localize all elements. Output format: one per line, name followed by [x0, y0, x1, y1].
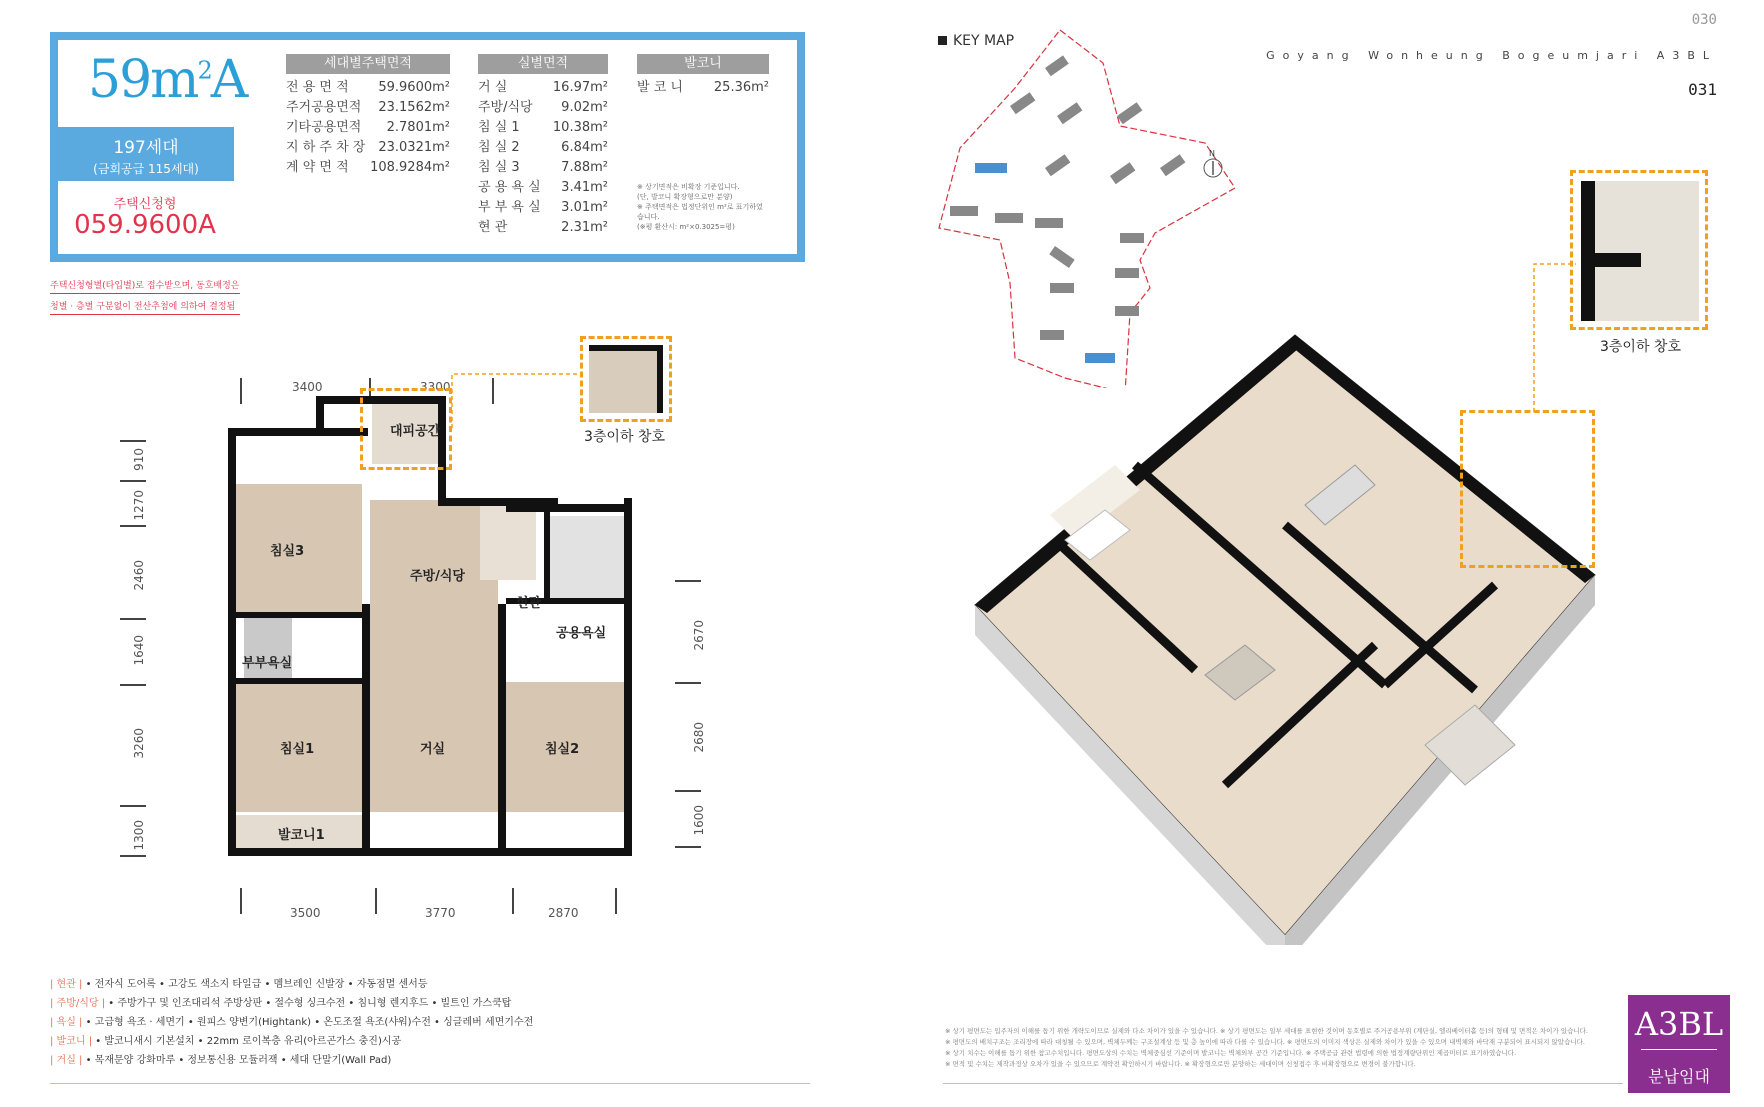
- disclaimer-notes: ※ 상기 평면도는 입주자의 이해를 돕기 위한 개략도이므로 실제와 다소 차이가 있을 수 있습니다. ※ 상기 평면도는 일부 세대를 표현한 것이며 동호별로 주거공용부위 (계단실, 엘리베이터홀 등)의 형태 및 면적은 차이가 있습니다. ※ 평면도의 배치구조는 조리장에 따라 대칭될 수 있으며, 벽체두께는 구조설계상 등 및 층 높이에 따라 다를 수 있습니다. ※ 평면도의 이미지 색상은 실제와 차이가 있을 수 있으며 내벽체와 바닥재 구분되어 표시되지 않았습니다. ※ 상기 치수는 이해를 돕기 위한 참고수치입니다. 평면도상의 수치는 벽체중심선 기준이며 발코니는 벽체외부 공간 기준입니다. ※ 주택공급 관련 법령에 의한 법정계량단위인 제곱미터로 표기하였습니다. ※ 면적 및 수치는 제작과정상 오차가 있을 수 있으므로 계약전 확인하시기 바랍니다. ※ 확장형으로만 분양하는 세대이며 신청접수 후 비확장형으로 변경이 불가합니다.: [945, 1027, 1588, 1068]
- label-bedroom3: 침실3: [270, 544, 305, 559]
- spec-balcony: | 발코니 | • 발코니새시 기본설치 • 22mm 로이복층 유리(아르곤가스 충진)시공: [50, 1036, 402, 1047]
- label-evacuation: 대피공간: [390, 424, 441, 439]
- households-badge: [58, 127, 234, 181]
- unit-area-label: 지 하 주 차 장: [286, 140, 366, 155]
- window-callout-detail-3d: [1570, 170, 1708, 330]
- block-badge: [1628, 995, 1730, 1093]
- dim-left-2: 1270: [132, 490, 146, 521]
- dim-right-1: 2670: [692, 620, 706, 651]
- room-area-row: [478, 78, 608, 98]
- dim-left-6: 1300: [132, 820, 146, 851]
- north-indicator: N: [1209, 149, 1215, 158]
- room-area-label: 현 관: [478, 220, 508, 235]
- dim-left-3: 2460: [132, 560, 146, 591]
- dim-bottom-2: 3770: [425, 906, 456, 920]
- dim-left-1: 910: [132, 448, 146, 471]
- label-entrance: 현관: [516, 596, 542, 611]
- room-area-value: 9.02m²: [561, 100, 608, 115]
- supply-type: 분납임대: [1648, 1067, 1710, 1086]
- spec-entrance: | 현관 | • 전자식 도어록 • 고강도 색소지 타일급 • 멤브레인 신발장 • 자동점멸 센서등: [50, 979, 428, 990]
- document-header-title: Goyang Wonheung Bogeumjari A3BL: [1266, 49, 1717, 62]
- block-code: A3BL: [1634, 1005, 1724, 1043]
- room-common-bath: [550, 516, 624, 598]
- page-number-left: 030: [1691, 12, 1717, 28]
- balcony-area-header: 발코니: [637, 54, 769, 74]
- label-balcony1: 발코니1: [278, 828, 325, 843]
- balcony-area-row: [637, 78, 769, 98]
- room-area-row: [478, 158, 608, 178]
- dim-right-3: 1600: [692, 805, 706, 836]
- window-callout-detail: [580, 336, 672, 422]
- room-area-row: [478, 138, 608, 158]
- unit-area-row: [286, 118, 450, 138]
- label-living: 거실: [420, 742, 446, 757]
- unit-area-row: [286, 138, 450, 158]
- dim-top-2: 3300: [420, 380, 451, 394]
- room-area-value: 6.84m²: [561, 140, 608, 155]
- spec-living: | 거실 | • 목재문양 강화마루 • 정보통신용 모듈러잭 • 세대 단말기(Wall Pad): [50, 1055, 392, 1066]
- room-area-label: 침 실 1: [478, 120, 520, 135]
- room-area-label: 주방/식당: [478, 100, 533, 115]
- room-area-row: [478, 198, 608, 218]
- unit-area-row: [286, 78, 450, 98]
- unit-area-value: 59.9600m²: [378, 80, 450, 95]
- balcony-area-label: 발 코 니: [637, 80, 683, 95]
- households-supply: (금회공급 115세대): [93, 162, 199, 176]
- room-kitchen-living: [370, 500, 498, 812]
- room-area-label: 부 부 욕 실: [478, 200, 541, 215]
- room-area-label: 침 실 3: [478, 160, 520, 175]
- label-master-bath: 부부욕실: [242, 656, 293, 671]
- left-footer-rule: [50, 1083, 810, 1084]
- dim-bottom-3: 2870: [548, 906, 579, 920]
- balcony-area-value: 25.36m²: [713, 80, 769, 95]
- room-area-row: [478, 118, 608, 138]
- room-area-value: 2.31m²: [561, 220, 608, 235]
- apply-type-label: 주택신청형: [113, 197, 177, 212]
- unit-area-row: [286, 98, 450, 118]
- room-area-label: 침 실 2: [478, 140, 520, 155]
- unit-area-row: [286, 158, 450, 178]
- dim-top-1: 3400: [292, 380, 323, 394]
- room-entrance: [480, 500, 536, 580]
- window-callout-label-3d: 3층이하 창호: [1600, 339, 1681, 355]
- room-area-value: 16.97m²: [552, 80, 608, 95]
- dim-left-5: 3260: [132, 728, 146, 759]
- households-count: 197세대: [113, 138, 179, 158]
- unit-area-label: 주거공용면적: [286, 100, 362, 115]
- unit-area-header: 세대별주택면적: [286, 54, 450, 74]
- dim-bottom-1: 3500: [290, 906, 321, 920]
- label-bedroom2: 침실2: [545, 742, 580, 757]
- room-area-value: 3.01m²: [561, 200, 608, 215]
- room-area-value: 7.88m²: [561, 160, 608, 175]
- room-area-value: 10.38m²: [552, 120, 608, 135]
- label-common-bath: 공용욕실: [556, 626, 607, 641]
- allocation-notes: 주택신청형별(타입별)로 접수받으며, 동호배정은 청별 · 층별 구분없이 전산추첨에 의하여 결정됨: [50, 279, 240, 315]
- unit-area-value: 23.1562m²: [378, 100, 450, 115]
- room-area-label: 공 용 욕 실: [478, 180, 541, 195]
- callout-leader-line-3d: [1530, 260, 1580, 415]
- apply-type-value: 059.9600A: [74, 210, 216, 240]
- spec-kitchen: | 주방/식당 | • 주방가구 및 인조대리석 주방상판 • 절수형 싱크수전 • 침니형 렌지후드 • 빌트인 가스쿡탑: [50, 998, 512, 1009]
- area-notes: ※ 상기면적은 비확장 기준입니다. (단, 발코니 확장형으로만 분양) ※ 주택면적은 법정단위인 m²로 표기하였습니다. (※평 환산시: m²×0.3025=평): [637, 183, 763, 231]
- spec-bath: | 욕실 | • 고급형 욕조 · 세면기 • 원피스 양변기(Hightank) • 온도조절 욕조(샤워)수전 • 싱글레버 세면기수전: [50, 1017, 534, 1028]
- window-callout-label: 3층이하 창호: [584, 429, 665, 445]
- unit-area-label: 기타공용면적: [286, 120, 362, 135]
- finish-specs: [50, 975, 810, 1070]
- floor-plan: [120, 360, 720, 930]
- unit-area-value: 108.9284m²: [370, 160, 450, 175]
- room-area-row: [478, 178, 608, 198]
- room-area-row: [478, 218, 608, 238]
- keymap-title: KEY MAP: [938, 33, 1014, 49]
- room-area-header: 실별면적: [478, 54, 608, 74]
- right-footer-rule: [943, 1083, 1623, 1084]
- callout-leader-line: [450, 352, 590, 432]
- unit-area-column: [286, 54, 450, 178]
- room-area-value: 3.41m²: [561, 180, 608, 195]
- label-kitchen: 주방/식당: [410, 569, 465, 584]
- unit-area-label: 계 약 면 적: [286, 160, 349, 175]
- dim-right-2: 2680: [692, 722, 706, 753]
- room-area-label: 거 실: [478, 80, 508, 95]
- dim-left-4: 1640: [132, 635, 146, 666]
- room-area-column: [478, 54, 608, 238]
- unit-area-label: 전 용 면 적: [286, 80, 349, 95]
- label-bedroom1: 침실1: [280, 742, 315, 757]
- room-area-row: [478, 98, 608, 118]
- unit-area-value: 2.7801m²: [386, 120, 450, 135]
- balcony-area-column: [637, 54, 769, 232]
- window-callout-box-3d: [1460, 410, 1595, 568]
- unit-area-value: 23.0321m²: [378, 140, 450, 155]
- page-number: 031: [1688, 80, 1717, 99]
- unit-type-title: $59m^2A$: [88, 50, 247, 110]
